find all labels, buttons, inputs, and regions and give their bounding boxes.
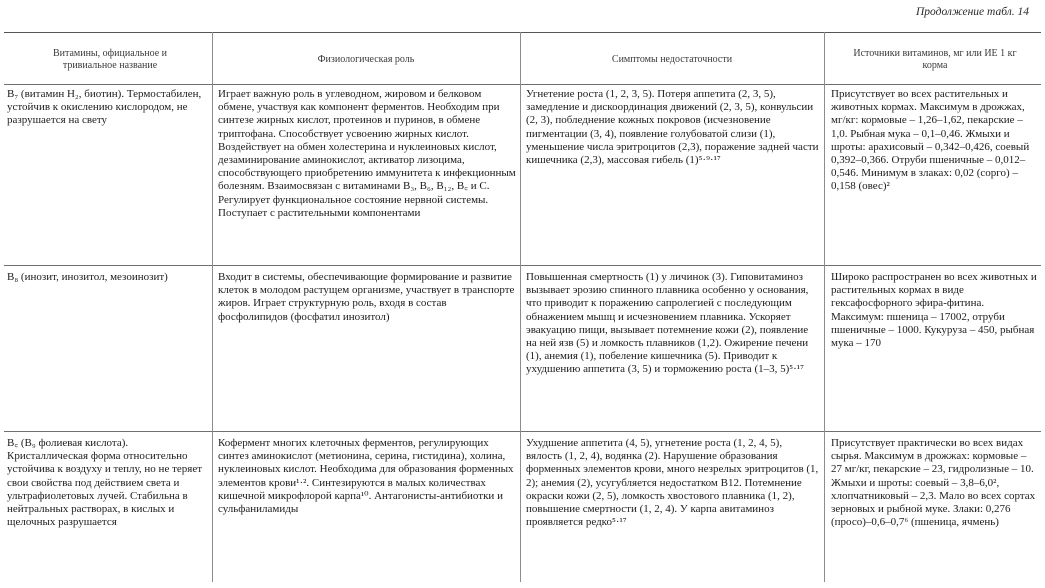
table-cell-sources: Присутствует практически во всех видах сырья. Максимум в дрожжах: кормовые – 27 мг/кг, пекарские – 23, гидролизные – 10. Жмыхи и шроты: соевый – 3,8–6,0², хлопчатниковый – 2,3. Мало во всех сортах зерновых и рыбной муке. Злаки: 0,276 (просо)–0,6–0,7⁶ (пшеница, ячмень): [831, 437, 1036, 529]
header-deficiency-symptoms: Симптомы недостаточности: [611, 53, 733, 65]
table-cell-role: Играет важную роль в углеводном, жировом и белковом обмене, участвуя как компонент ферментов. Необходим при синтезе жирных кислот, протеинов и пуринов, в обмене триптофана. Способствует усвоению жирных кислот. Воздействует на обмен холестерина и нуклеиновых кислот, дезаминирование аминокислот, активатор лизоцима, способствующего приобретению иммунитета к инфекционным болезням. Взаимосвязан с витаминами B₃, B₆, B₁₂, B꜀ и С. Регулирует функциональное состояние нервной системы. Поступает с растительными компонентами: [218, 88, 516, 219]
column-divider: [824, 32, 825, 582]
header-vitamin-name: Витамины, официальное и тривиальное название: [52, 47, 168, 71]
table-cell-vitamin-name: B꜀ (B₉ фолиевая кислота). Кристаллическая форма относительно устойчива к воздуху и теплу, но не теряет свои свойства под действием света и ультрафиолетовых лучей. Стабильна в нейтральных растворах, в кислых и щелочных разрушается: [7, 437, 203, 529]
table-cell-sources: Широко распространен во всех животных и растительных кормах в виде гексафосфорного эфира-фитина. Максимум: пшеница – 17002, отруби пшеничные – 1000. Кукуруза – 450, рыбная мука – 170: [831, 271, 1037, 350]
table-cell-role: Входит в системы, обеспечивающие формирование и развитие клеток в молодом растущем организме, участвует в транспорте жиров. Играет структурную роль, входя в состав фосфолипидов (фосфатил инозитол): [218, 271, 515, 323]
row-divider: [4, 265, 1041, 266]
table-cell-vitamin-name: B₇ (витамин H₂, биотин). Термостабилен, устойчив к окислению кислородом, не разрушается на свету: [7, 88, 202, 127]
table-cell-role: Кофермент многих клеточных ферментов, регулирующих синтез аминокислот (метионина, серина, гистидина), холина, нуклеиновых кислот. Необходима для образования форменных элементов крови¹·². Синтезируются в малых количествах кишечной микрофлорой карпа¹⁰. Антагонисты-антибиотки и сульфаниламиды: [218, 437, 514, 516]
header-vitamin-sources: Источники витаминов, мг или ИЕ 1 кг корма: [853, 47, 1017, 71]
table-cell-symptoms: Повышенная смертность (1) у личинок (3). Гиповитаминоз вызывает эрозию спинного плавника особенно у основания, что приводит к поражению сапролегией с последующим обнажением мышц и исчезновением плавника. Ускоряет эвакуацию пищи, вызывает потемнение кожи (2), появление на ней язв (5) и ломкость плавников (1,2). Ожирение печени (1), анемия (1), побеление кишечника (5). Приводит к ухудшению аппетита (3, 5) и торможению роста (1–3, 5)⁵·¹⁷: [526, 271, 809, 376]
column-divider: [212, 32, 213, 582]
table-cell-symptoms: Угнетение роста (1, 2, 3, 5). Потеря аппетита (2, 3, 5), замедление и дискоординация движений (2, 3, 5), конвульсии (2, 3), побледнение кожных покровов (исчезновение пигментации (3, 4), появление голубоватой слизи (1), уменьшение числа эритроцитов (2,3), поражение задней части кишечника (2,3), массовая гибель (1)⁵·⁹·¹⁷: [526, 88, 819, 167]
header-rule: [4, 84, 1041, 85]
column-divider: [520, 32, 521, 582]
table-cell-symptoms: Ухудшение аппетита (4, 5), угнетение роста (1, 2, 4, 5), вялость (1, 2, 4), водянка (2). Нарушение образования форменных элементов крови, много незрелых эритроцитов (1, 2); анемия (2), усугубляется недостатком B12. Потемнение окраски кожи (2, 5), ломкость хвостового плавника (1, 2), повышение смертности (1, 2, 4). У карпа авитаминоз проявляется редко⁵·¹⁷: [526, 437, 819, 529]
table-caption: Продолжение табл. 14: [916, 6, 1029, 18]
header-physiological-role: Физиологическая роль: [317, 53, 415, 65]
row-divider: [4, 431, 1041, 432]
table-cell-sources: Присутствует во всех растительных и животных кормах. Максимум в дрожжах, мг/кг: кормовые – 1,26–1,62, пекарские – 1,0. Рыбная мука – 0,1–0,46. Жмыхи и шроты: арахисовый – 0,342–0,426, соевый 0,392–0,366. Отруби пшеничные – 0,012–0,546. Минимум в злаках: 0,02 (сорго) – 0,158 (овес)²: [831, 88, 1030, 193]
top-rule: [4, 32, 1041, 33]
table-cell-vitamin-name: B₈ (инозит, инозитол, мезоинозит): [7, 271, 168, 283]
